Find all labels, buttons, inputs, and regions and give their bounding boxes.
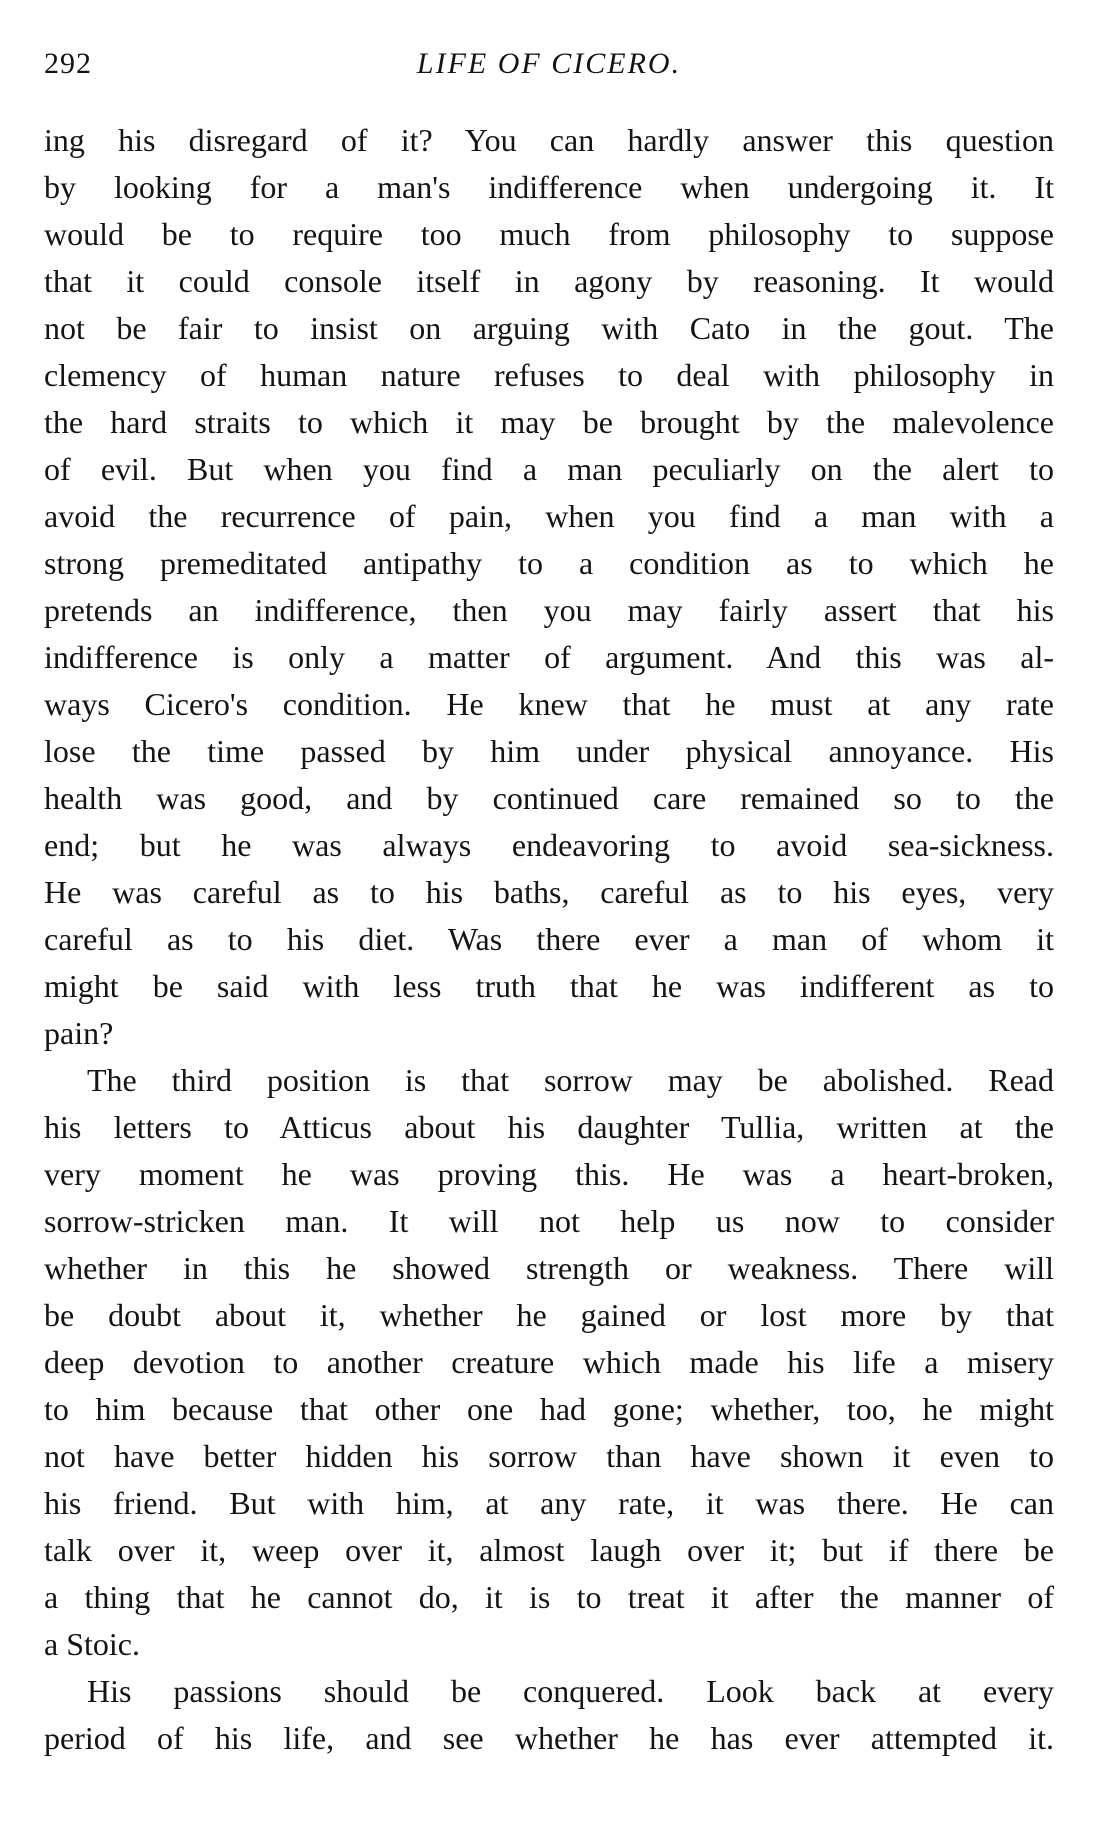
text-line: He was careful as to his baths, careful as to his eyes, very (44, 874, 1054, 910)
text-line: clemency of human nature refuses to deal with philosophy in (44, 357, 1054, 393)
text-line: sorrow-stricken man. It will not help us now to consider (44, 1203, 1054, 1239)
text-line: a Stoic. (44, 1626, 140, 1662)
text-line: that it could console itself in agony by reasoning. It would (44, 263, 1054, 299)
text-line: pain? (44, 1015, 114, 1051)
text-line: whether in this he showed strength or weakness. There will (44, 1250, 1054, 1286)
page-number: 292 (44, 47, 92, 80)
text-line: period of his life, and see whether he has ever attempted it. (44, 1720, 1054, 1756)
text-line: pretends an indifference, then you may fairly assert that his (44, 592, 1054, 628)
text-line: might be said with less truth that he was indifferent as to (44, 968, 1054, 1004)
paragraph (44, 117, 1054, 1057)
text-line: would be to require too much from philosophy to suppose (44, 216, 1054, 252)
text-line: to him because that other one had gone; whether, too, he might (44, 1391, 1054, 1427)
text-line: the hard straits to which it may be brought by the malevolence (44, 404, 1054, 440)
text-line: strong premeditated antipathy to a condition as to which he (44, 545, 1054, 581)
text-line: not be fair to insist on arguing with Cato in the gout. The (44, 310, 1054, 346)
text-line: The third position is that sorrow may be abolished. Read (87, 1062, 1054, 1098)
text-line: ing his disregard of it? You can hardly answer this question (44, 122, 1054, 158)
text-line: ways Cicero's condition. He knew that he must at any rate (44, 686, 1054, 722)
text-line: deep devotion to another creature which made his life a misery (44, 1344, 1054, 1380)
text-line: health was good, and by continued care remained so to the (44, 780, 1054, 816)
text-line: very moment he was proving this. He was a heart-broken, (44, 1156, 1054, 1192)
text-line: careful as to his diet. Was there ever a man of whom it (44, 921, 1054, 957)
text-line: indifference is only a matter of argument. And this was al- (44, 639, 1054, 675)
text-line: end; but he was always endeavoring to avoid sea-sickness. (44, 827, 1054, 863)
text-line: a thing that he cannot do, it is to treat it after the manner of (44, 1579, 1054, 1615)
text-line: by looking for a man's indifference when undergoing it. It (44, 169, 1054, 205)
body-text (44, 117, 1054, 1762)
text-line: lose the time passed by him under physical annoyance. His (44, 733, 1054, 769)
text-line: talk over it, weep over it, almost laugh over it; but if there be (44, 1532, 1054, 1568)
text-line: avoid the recurrence of pain, when you find a man with a (44, 498, 1054, 534)
text-line: his letters to Atticus about his daughter Tullia, written at the (44, 1109, 1054, 1145)
text-line: not have better hidden his sorrow than have shown it even to (44, 1438, 1054, 1474)
paragraph (44, 1057, 1054, 1668)
running-head (44, 40, 1054, 88)
paragraph (44, 1668, 1054, 1762)
running-title: LIFE OF CICERO. (416, 47, 682, 80)
text-line: his friend. But with him, at any rate, it was there. He can (44, 1485, 1054, 1521)
text-line: be doubt about it, whether he gained or lost more by that (44, 1297, 1054, 1333)
text-line: His passions should be conquered. Look back at every (87, 1673, 1054, 1709)
text-line: of evil. But when you find a man peculiarly on the alert to (44, 451, 1054, 487)
